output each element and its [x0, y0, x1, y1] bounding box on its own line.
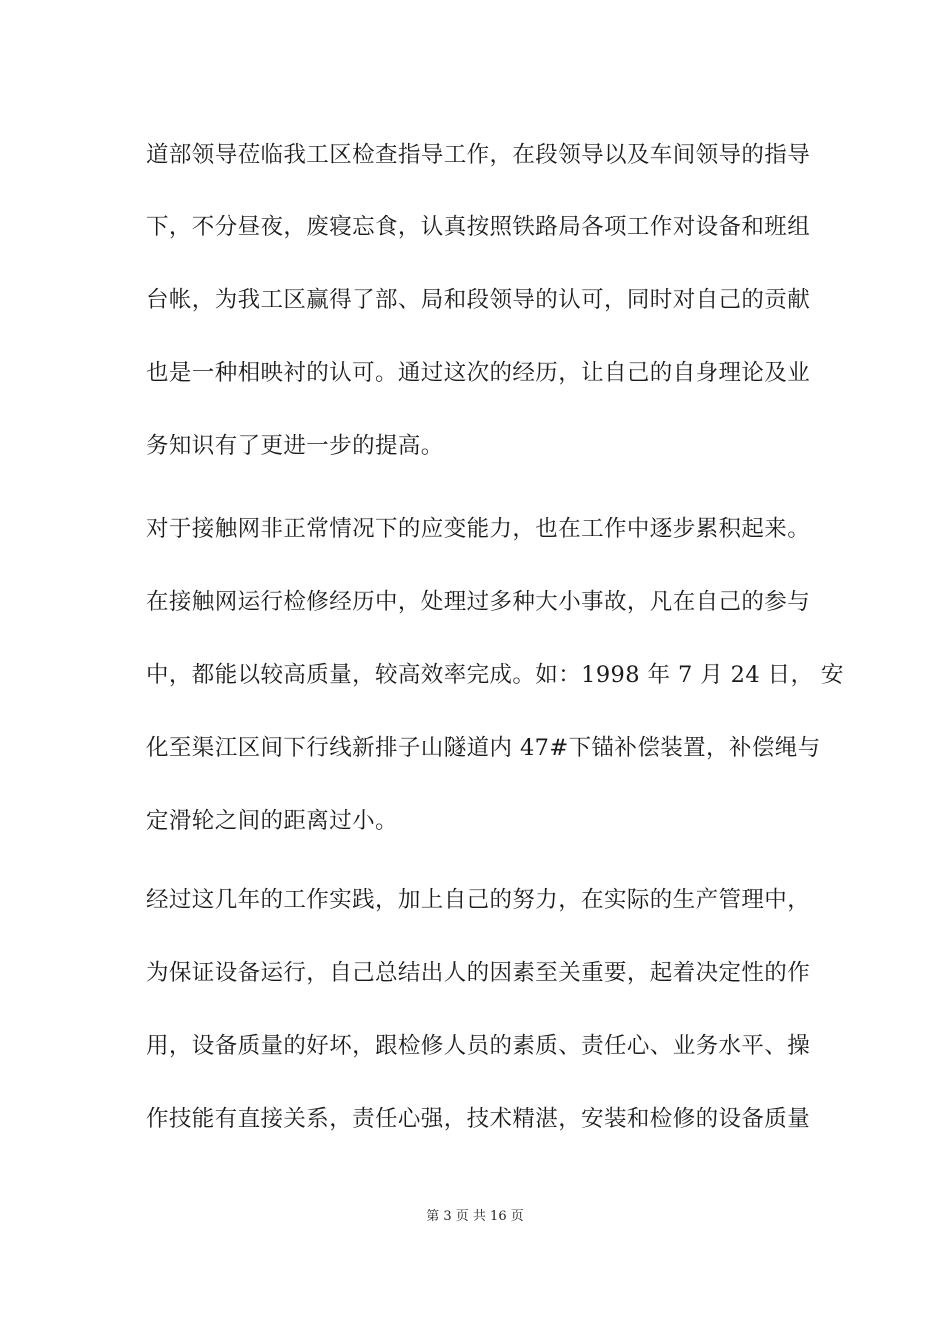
body-text-line: 在接触网运行检修经历中，处理过多种大小事故，凡在自己的参与	[146, 589, 811, 615]
body-text-line: 作技能有直接关系，责任心强，技术精湛，安装和检修的设备质量	[146, 1106, 811, 1132]
body-text-line: 道部领导莅临我工区检查指导工作，在段领导以及车间领导的指导	[146, 142, 811, 168]
body-text-line: 定滑轮之间的距离过小。	[146, 808, 398, 834]
page-number-footer: 第 3 页 共 16 页	[426, 1209, 524, 1224]
body-text-line: 化至渠江区间下行线新排子山隧道内 47#下锚补偿装置，补偿绳与	[146, 735, 821, 761]
body-text-line: 为保证设备运行，自己总结出人的因素至关重要，起着决定性的作	[146, 960, 811, 986]
body-text-line: 下，不分昼夜，废寝忘食，认真按照铁路局各项工作对设备和班组	[146, 214, 811, 240]
body-text-line: 中，都能以较高质量，较高效率完成。如：1998 年 7 月 24 日， 安	[146, 662, 844, 688]
body-text-line: 台帐，为我工区赢得了部、局和段领导的认可，同时对自己的贡献	[146, 287, 811, 313]
body-text-line: 也是一种相映衬的认可。通过这次的经历，让自己的自身理论及业	[146, 360, 811, 386]
body-text-line: 对于接触网非正常情况下的应变能力，也在工作中逐步累积起来。	[146, 516, 811, 542]
body-text-line: 务知识有了更进一步的提高。	[146, 433, 444, 459]
body-text-line: 用，设备质量的好坏，跟检修人员的素质、责任心、业务水平、操	[146, 1033, 811, 1059]
body-text-line: 经过这几年的工作实践，加上自己的努力，在实际的生产管理中，	[146, 887, 811, 913]
